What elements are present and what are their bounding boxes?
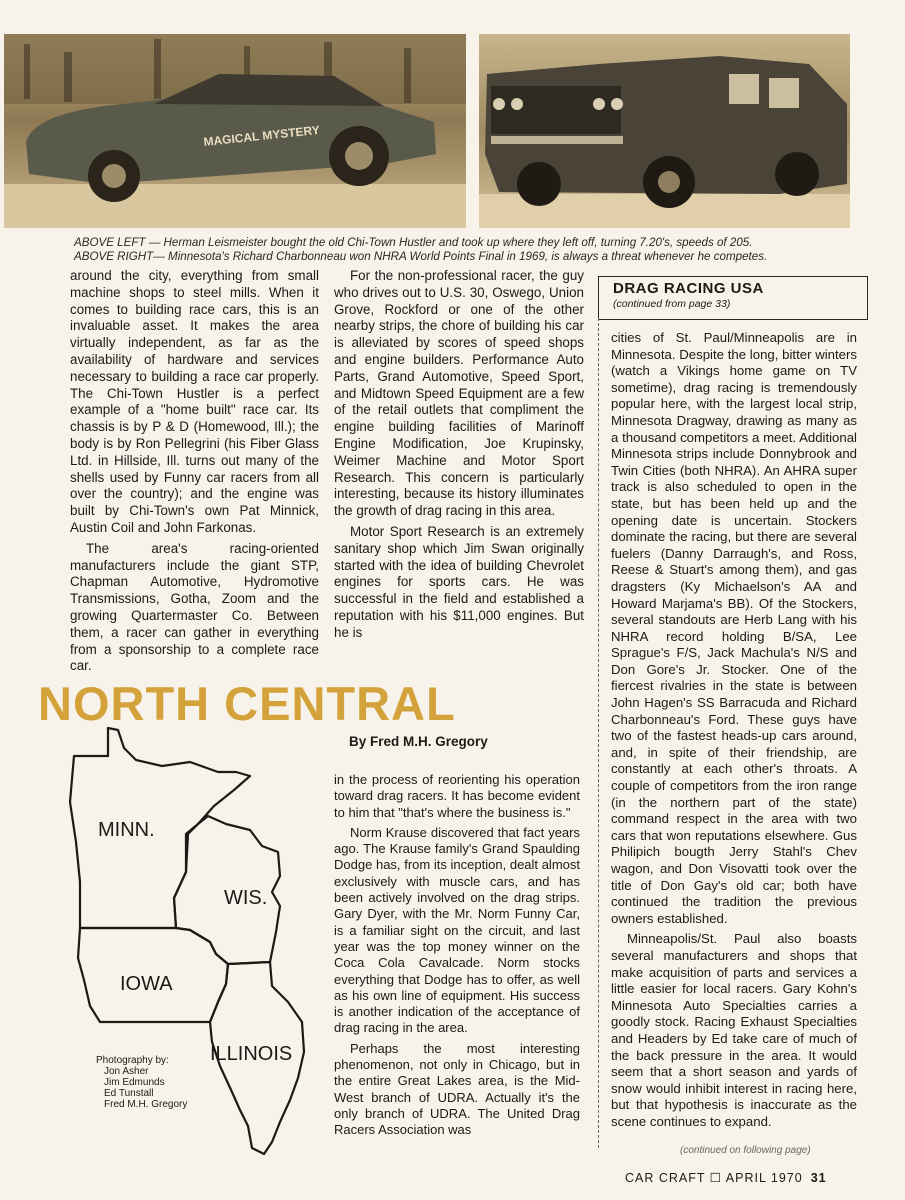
- ford-wagon-photo: [479, 34, 850, 228]
- paragraph: in the process of reorienting his operation toward drag racers. It has become evident to him that "that's where the business is.": [334, 772, 580, 820]
- state-label-iowa: IOWA: [120, 973, 173, 995]
- article-column-2: [334, 268, 584, 646]
- sidebar-rule: [598, 318, 599, 1148]
- car-lettering: MAGICAL MYSTERY: [202, 122, 321, 149]
- state-label-minn: MINN.: [98, 819, 155, 841]
- sidebar-title: DRAG RACING USA: [613, 280, 764, 297]
- article-title: NORTH CENTRAL: [38, 677, 456, 730]
- byline: By Fred M.H. Gregory: [349, 734, 488, 749]
- credit-name: Jon Asher: [104, 1066, 149, 1077]
- sidebar-header: [598, 276, 868, 320]
- state-label-illinois: ILLINOIS: [210, 1043, 293, 1065]
- credit-name: Ed Tunstall: [104, 1088, 154, 1099]
- magazine-issue: CAR CRAFT ☐ APRIL 1970: [625, 1171, 803, 1185]
- caption-left: ABOVE LEFT — Herman Leismeister bought the old Chi-Town Hustler and took up where they left off, turning 7.20's, speeds of 205.: [74, 236, 753, 249]
- photo-captions: [74, 236, 864, 264]
- article-column-2b: [334, 772, 580, 1143]
- photo-right: [479, 34, 850, 228]
- credits-heading: Photography by:: [96, 1055, 169, 1066]
- credit-name: Fred M.H. Gregory: [104, 1099, 188, 1110]
- paragraph: Motor Sport Research is an extremely sanitary shop which Jim Swan originally started with the idea of building Chevrolet engines for sports cars. He was successful in the field and established a reputation with his $11,000 engines. But he is: [334, 523, 584, 640]
- page-number: 31: [810, 1171, 827, 1185]
- state-label-wis: WIS.: [224, 887, 268, 909]
- sidebar-column: [611, 330, 857, 1135]
- article-column-1: [70, 268, 319, 679]
- paragraph: Perhaps the most interesting phenomenon, not only in Chicago, but in the entire Great Lakes area, is the Mid-West branch of UDRA. Actually it's the only branch of UDRA. The United Drag Racers Association was: [334, 1040, 580, 1138]
- sidebar-subtitle: (continued from page 33): [613, 298, 731, 310]
- paragraph: around the city, everything from small machine shops to steel mills. When it comes to building race cars, this is an invaluable asset. It makes the area virtually independent, as far as the availability of hardware and services necessary to building a race car properly. The Chi-Town Hustler is a perfect example of a "home built" race car. Its chassis is by P & D (Homewood, Ill.); the body is by Ron Pellegrini (his Fiber Glass Ltd. in Hillside, Ill. turns out many of the shells used by Funny car racers from all over the country); and the engine was built by Chi-Town's own Pat Minnick, Austin Coil and John Farkonas.: [70, 268, 319, 535]
- photo-credits: [96, 1055, 187, 1110]
- photo-left: [4, 34, 466, 228]
- funny-car-photo: [4, 34, 466, 228]
- paragraph: The area's racing-oriented manufacturers include the giant STP, Chapman Automotive, Hydromotive Transmissions, Gotha, Zoom and the growing Quartermaster Co. Between them, a racer can gather in everything from a sponsorship to a complete race car.: [70, 540, 319, 674]
- page-footer: [625, 1170, 827, 1185]
- paragraph: For the non-professional racer, the guy who drives out to U.S. 30, Oswego, Union Grove, Rockford or one of the other nearby strips, the chore of building his car is alleviated by scores of speed shops and engine builders. Performance Auto Parts, Grand Automotive, Speed Sport, and Midtown Speed Equipment are a few of the retail outlets that compliment the engine building facilities of Marinoff Engine Modification, Joe Krupinsky, Weimer Machine and Motor Sport Research. This concern is particularly interesting, because its history illuminates the growth of drag racing in this area.: [334, 268, 584, 519]
- paragraph: Norm Krause discovered that fact years ago. The Krause family's Grand Spaulding Dodge has, from its inception, dealt almost exclusively with muscle cars, and has been actively involved on the drag strips. Gary Dyer, with the Mr. Norm Funny Car, is a familiar sight on the circuit, and last year was the top money winner on the Coca Cola Cavalcade. Norm stocks everything that Dodge has to offer, as well as his own line of equipment. His success is another indication of the acceptance of drag racing in the area.: [334, 824, 580, 1036]
- paragraph: Minneapolis/St. Paul also boasts several manufacturers and shops that make acquisition of parts and services a little easier for local racers. Gary Kohn's Minnesota Auto Specialties carries a goodly stock. Racing Exhaust Specialties and Headers by Ed take care of much of the back pressure in the area. It would seem that a short season and yards of snow would inhibit interest in racing here, but that hypothesis is inaccurate as the scene continues to expand.: [611, 931, 857, 1129]
- credit-name: Jim Edmunds: [104, 1077, 165, 1088]
- caption-right: ABOVE RIGHT— Minnesota's Richard Charbonneau won NHRA World Points Final in 1969, is always a threat whenever he competes.: [74, 250, 768, 263]
- continued-note: (continued on following page): [680, 1145, 811, 1156]
- paragraph: cities of St. Paul/Minneapolis are in Minnesota. Despite the long, bitter winters (watch a Vikings home game on TV sometime), drag racing is tremendously popular here, with the largest local strip, Minnesota Dragway, drawing as many as a thousand competitors a meet. Additional Minnesota strips include Donnybrook and Twin Cities (both NHRA). An AHRA super track is also scheduled to open in the state, but has been held up and the opening date is uncertain. Stockers dominate the racing, but there are several fuelers (Danny Darraugh's, and Ross, Reese & Stuart's among them), and gas dragsters (Ky Michaelson's AA and Howard Marjama's BB). Of the Stockers, several standouts are Herb Lang with his NHRA record holding B/SA, Lee Sprague's F/S, Jack Machula's N/S and Don Gore's Jr. Stocker. One of the fiercest rivalries in the state is between John Hagen's SS Barracuda and Richard Charbonneau's Ford. These guys have two of the fastest heads-up cars around, and, in spite of their friendship, are constantly at each other's throats. A couple of competitors from the iron range (in the northern part of the state) command respect in the area with two cars that won reputations elsewhere. Gus Philipich bougth Jerry Stahl's Chev wagon, and Don Visovatti took over the title of Don Gay's old car; both have continued the tradition the previous owners established.: [611, 330, 857, 926]
